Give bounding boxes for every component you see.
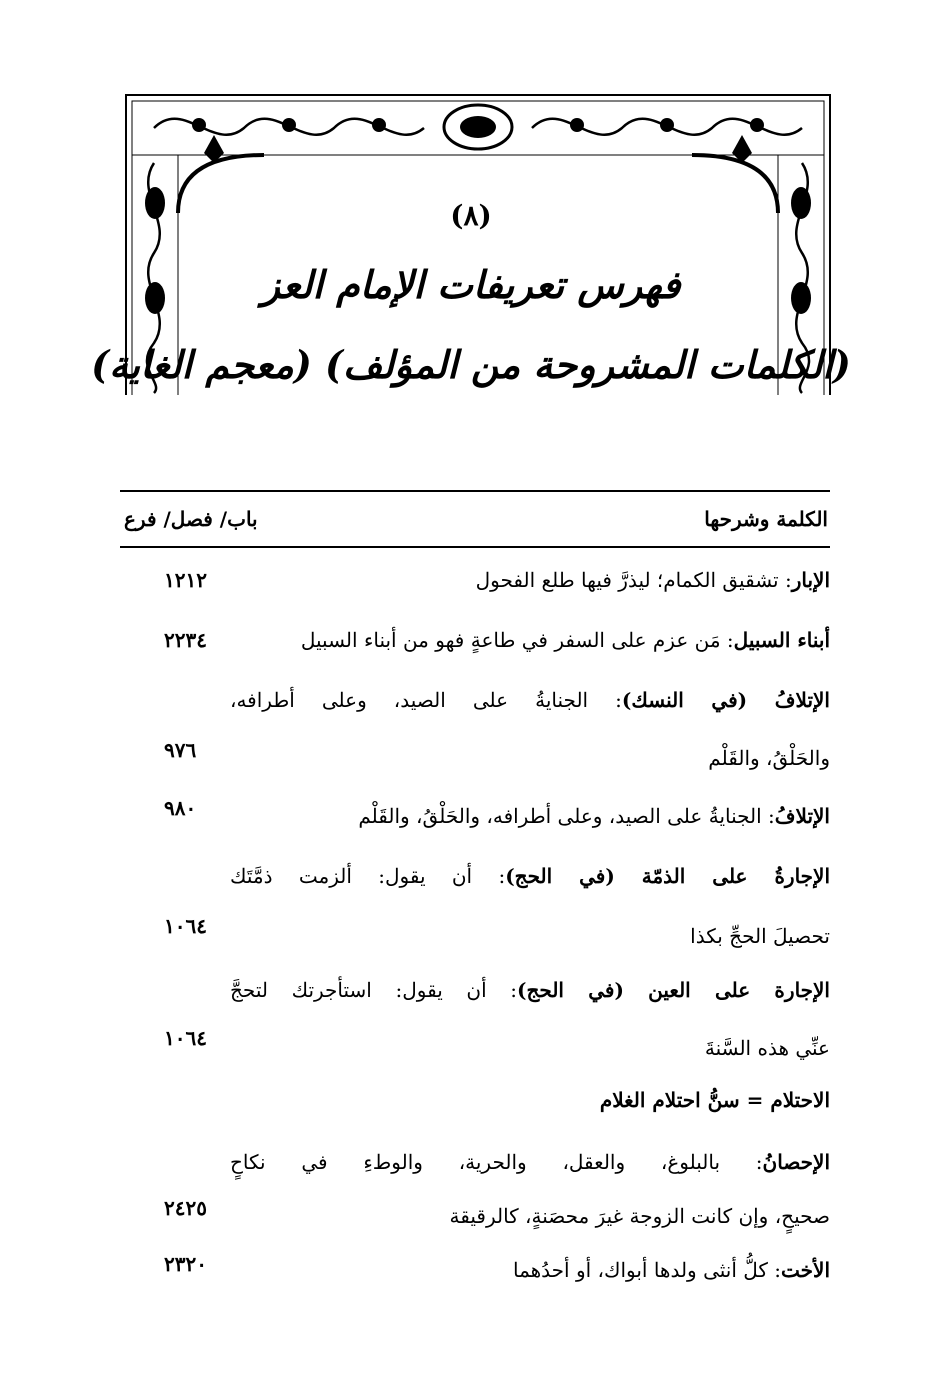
entry-definition: : تشقيق الكمام؛ ليذرَّ فيها طلع الفحول [475, 568, 792, 592]
entry-definition: : الجنايةُ على الصيد، وعلى أطرافه، والحَلْقُ، والقَلْم [358, 804, 775, 828]
index-table [120, 490, 830, 1282]
entry-line [230, 628, 830, 652]
header-word-column: الكلمة وشرحها [704, 507, 828, 531]
entry-line [230, 688, 830, 712]
entry-ref: ١٢١٢ [164, 568, 207, 592]
entry-ref: ٩٨٠ [164, 796, 197, 820]
entry-line [230, 568, 830, 592]
entry-line [230, 1258, 830, 1282]
entry-term: الأخت [781, 1258, 830, 1282]
entry-ref: ١٠٦٤ [164, 1026, 207, 1050]
entry-ref: ٩٧٦ [164, 738, 197, 762]
page-title: فهرس تعريفات الإمام العز [261, 262, 681, 307]
table-header [120, 492, 830, 546]
entry-definition: : أن يقول: ألزمت ذمَّتَك [230, 864, 506, 888]
entry-line [230, 864, 830, 888]
entry-term: الإجارة على العين (في الحج) [517, 978, 830, 1002]
entry-line [230, 978, 830, 1002]
header-ref-column: باب/ فصل/ فرع [124, 507, 258, 531]
entry-definition: : كلُّ أنثى ولدها أبواك، أو أحدُهما [512, 1258, 782, 1282]
entry-line: عنِّي هذه السَّنةَ [704, 1036, 830, 1060]
entry-definition: : مَن عزم على السفر في طاعةٍ فهو من أبناء السبيل [300, 628, 734, 652]
entry-line: والحَلْقُ، والقَلْم [708, 746, 830, 770]
entry-term: أبناء السبيل [733, 628, 830, 652]
entry-line [230, 1088, 830, 1112]
entry-line: تحصيلَ الحجِّ بكذا [690, 924, 830, 948]
entry-ref: ٢٤٢٥ [164, 1196, 207, 1220]
entry-term: الإبار [791, 568, 830, 592]
entry-ref: ٢٢٣٤ [164, 628, 207, 652]
entry-ref: ١٠٦٤ [164, 914, 207, 938]
entry-term: الإتلافُ [774, 804, 830, 828]
section-number: (٨) [450, 199, 492, 232]
entry-term: الإحصانُ [762, 1150, 830, 1174]
entry-line [230, 1150, 830, 1174]
header-rule [120, 546, 830, 548]
entry-line [230, 804, 830, 828]
entry-line: صحيحٍ، وإن كانت الزوجة غيرَ محصَنةٍ، كالرقيقة [449, 1204, 830, 1228]
entry-term: الإتلافُ (في النسك) [621, 688, 830, 712]
entry-definition: : أن يقول: استأجرتك لتحجَّ [230, 978, 518, 1002]
page-subtitle: (الكلمات المشروحة من المؤلف) (معجم الغاية) [91, 342, 851, 387]
entry-definition: : بالبلوغ، والعقل، والحرية، والوطءِ في نكاحٍ [230, 1150, 763, 1174]
entry-definition: : الجنايةُ على الصيد، وعلى أطرافه، [230, 688, 622, 712]
entry-ref: ٢٣٢٠ [164, 1252, 207, 1276]
entry-term: الاحتلام = سنُّ احتلام الغلام [599, 1088, 830, 1112]
entry-term: الإجارةُ على الذمّة (في الحج) [505, 864, 830, 888]
